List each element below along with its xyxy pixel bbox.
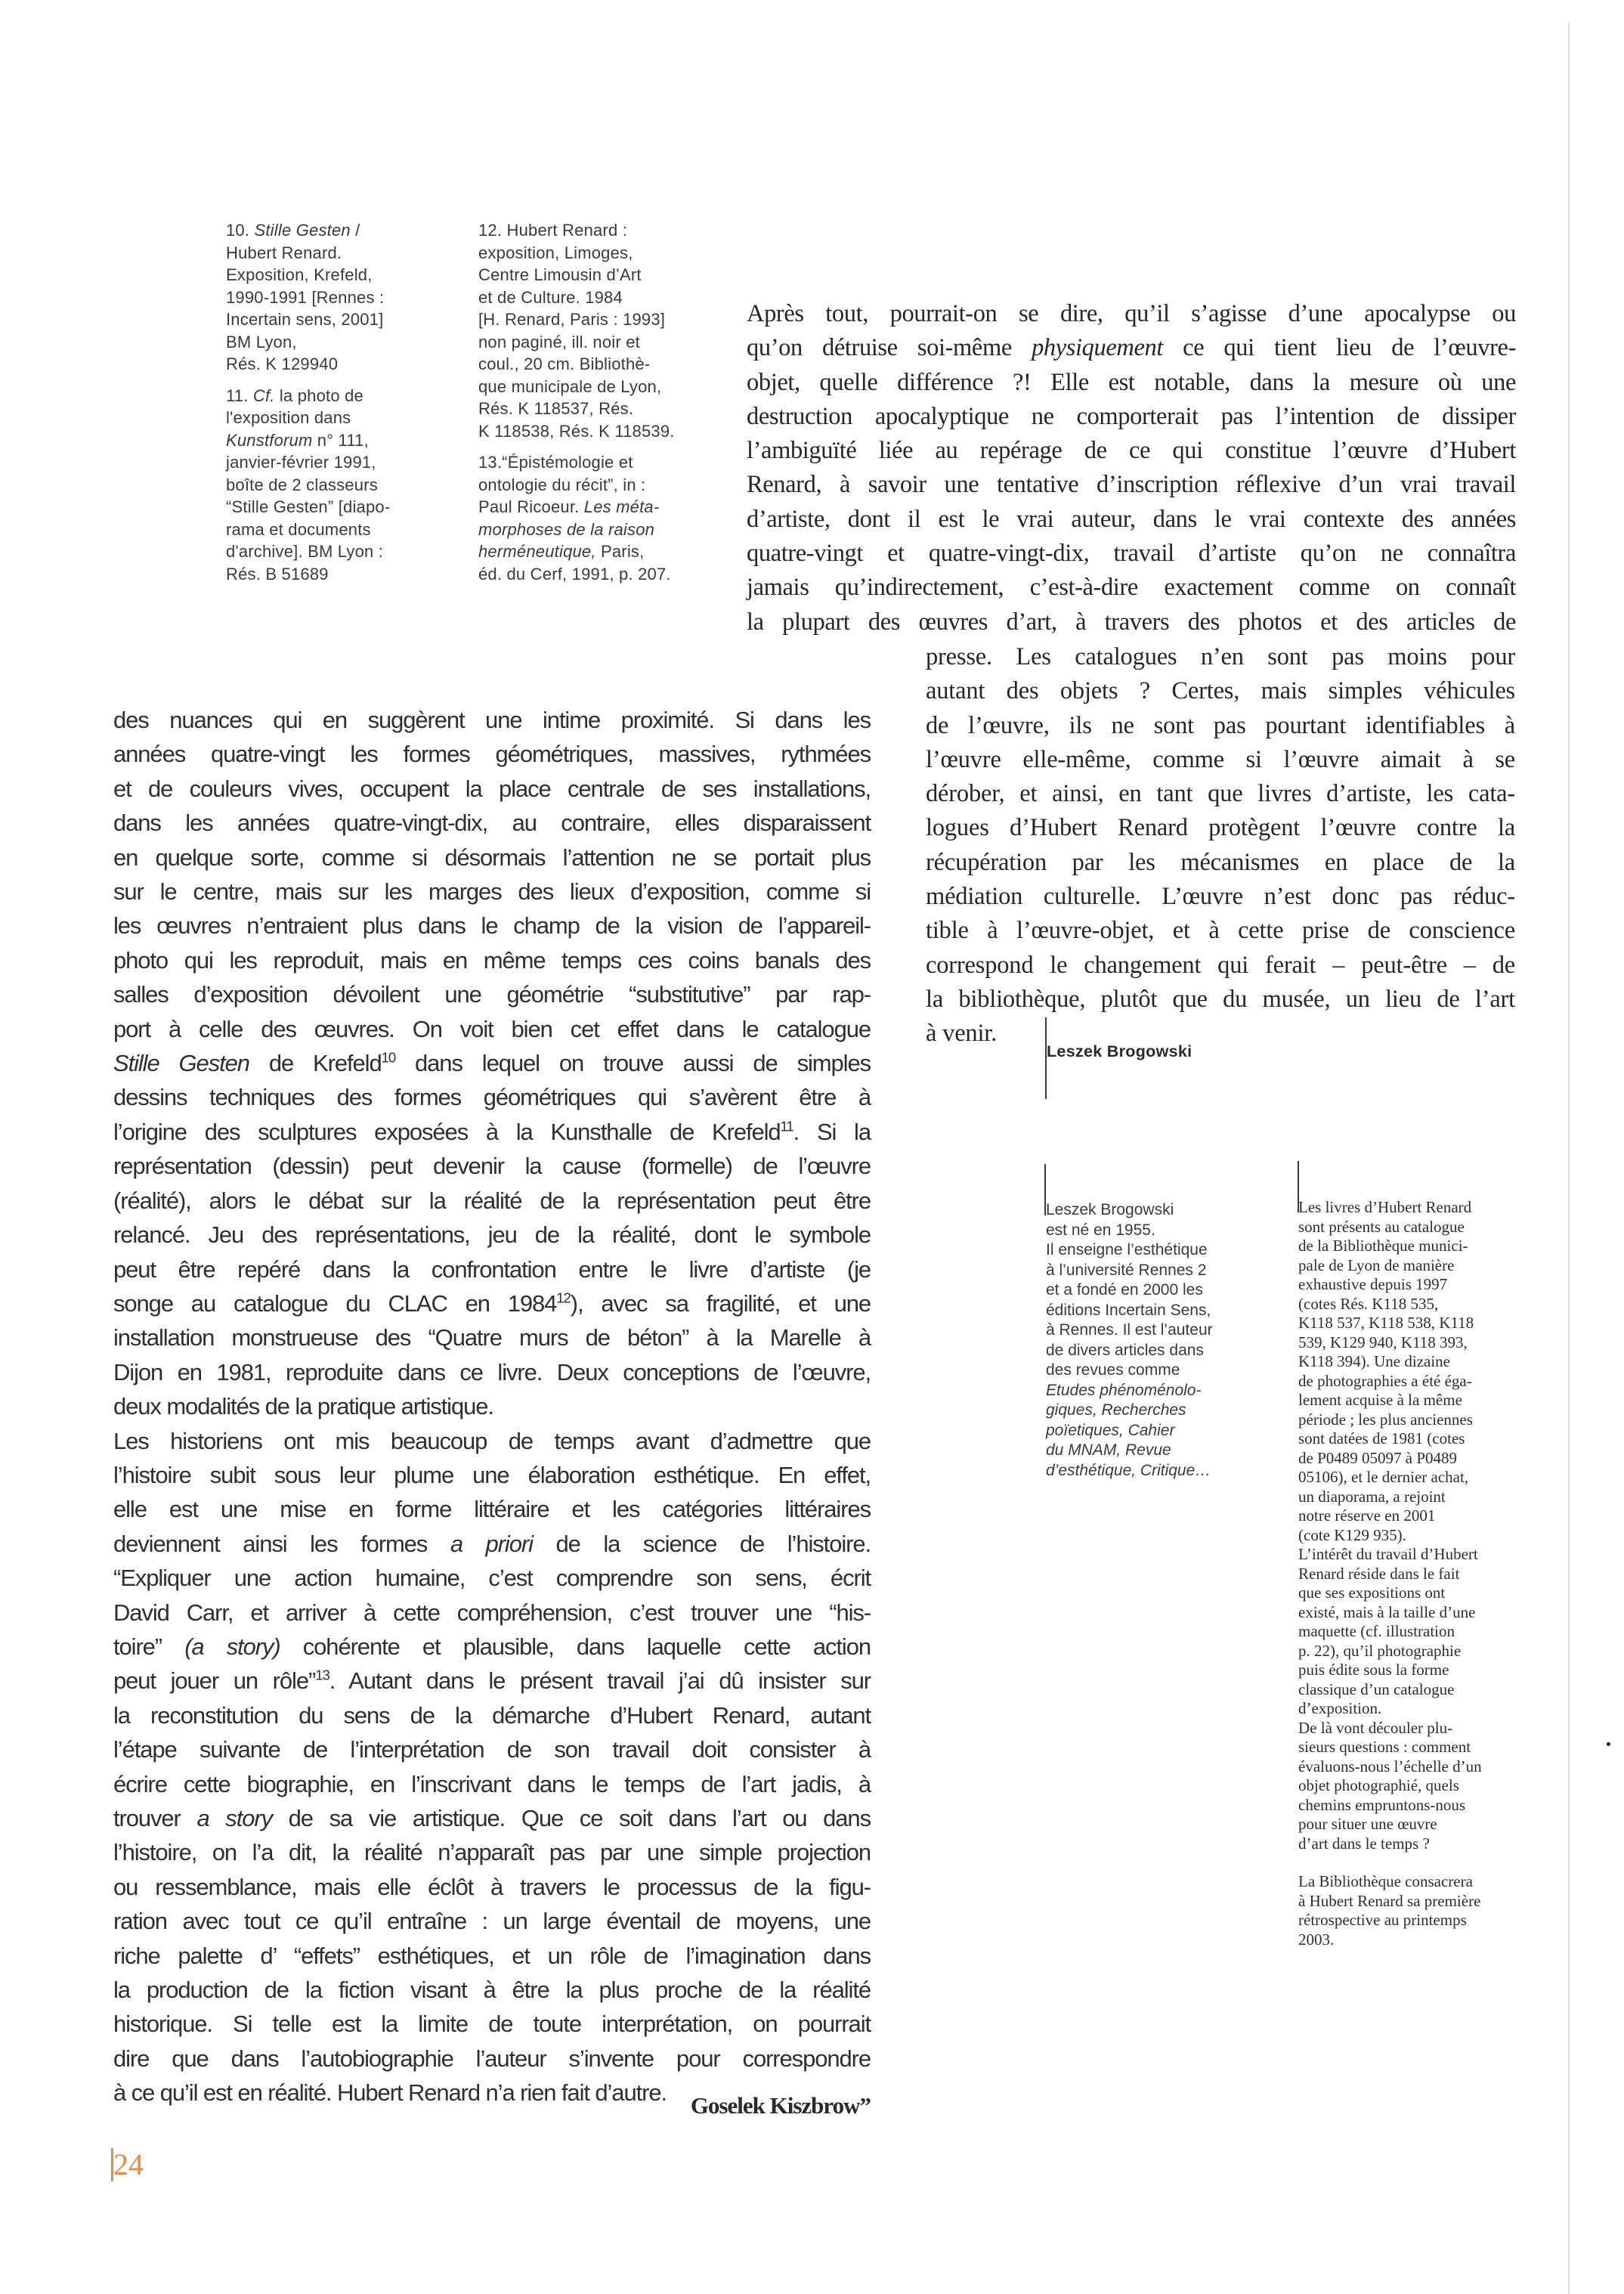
footnote-line: Hubert Renard. bbox=[226, 243, 342, 262]
serif-line: l’ambiguïté liée au repérage de ce qui constitue l’œuvre d’Hubert bbox=[747, 437, 1516, 465]
text-line: historique. Si telle est la limite de toute interprétation, on pourrait bbox=[113, 2011, 871, 2038]
footnote-line: 10. Stille Gesten / bbox=[226, 221, 360, 240]
italic-text: Cf. bbox=[252, 385, 275, 405]
library-note-line: p. 22), qu’il photographie bbox=[1298, 1641, 1462, 1660]
italic-text: (a story) bbox=[184, 1633, 280, 1660]
italic-text: du MNAM, Revue bbox=[1046, 1441, 1171, 1459]
text-line: ration avec tout ce qu’il entraîne : un large éventail de moyens, une bbox=[113, 1908, 871, 1935]
footnote-ref: 12 bbox=[556, 1289, 571, 1306]
library-note-line: sont datées de 1981 (cotes bbox=[1298, 1429, 1465, 1447]
text-line: Les historiens ont mis beaucoup de temps avant d’admettre que bbox=[113, 1427, 871, 1454]
library-note-line: 05106), et le dernier achat, bbox=[1298, 1468, 1469, 1486]
serif-paragraph-top bbox=[747, 297, 1516, 639]
text-line: deviennent ainsi les formes a priori de la science de l’histoire. bbox=[113, 1530, 871, 1557]
library-note-line: de la Bibliothèque munici- bbox=[1298, 1237, 1468, 1255]
serif-line: à venir. bbox=[926, 1020, 998, 1048]
italic-text: giques, Recherches bbox=[1046, 1401, 1186, 1419]
serif-line: dérober, et ainsi, en tant que livres d’artiste, les cata- bbox=[926, 780, 1515, 808]
footnote-line: BM Lyon, bbox=[226, 332, 297, 351]
footnote-line: que municipale de Lyon, bbox=[478, 376, 662, 396]
library-note-line: K118 394). Une dizaine bbox=[1298, 1352, 1450, 1370]
serif-line: d’artiste, dont il est le vrai auteur, dans le vrai contexte des années bbox=[747, 505, 1516, 533]
footnote-line: K 118538, Rés. K 118539. bbox=[478, 421, 675, 441]
footnote-fn12 bbox=[478, 219, 720, 442]
library-note-line: sieurs questions : comment bbox=[1298, 1738, 1471, 1756]
footnote-line: exposition, Limoges, bbox=[478, 243, 633, 262]
footnote-line: d'archive]. BM Lyon : bbox=[226, 542, 384, 561]
bio-line: des revues comme bbox=[1046, 1361, 1180, 1379]
scan-edge-line bbox=[1568, 23, 1570, 2294]
footnote-line: éd. du Cerf, 1991, p. 207. bbox=[478, 564, 671, 584]
serif-line: la plupart des œuvres d’art, à travers des photos et des articles de bbox=[747, 608, 1516, 636]
library-note-line: de P0489 05097 à P0489 bbox=[1298, 1448, 1457, 1467]
serif-line: presse. Les catalogues n’en sont pas moins pour bbox=[926, 643, 1515, 670]
italic-text: a priori bbox=[450, 1530, 533, 1557]
text-line: salles d’exposition dévoilent une géométrie “substitutive” par rap- bbox=[113, 981, 871, 1008]
serif-line: destruction apocalyptique ne comporterait pas l’intention de dissiper bbox=[747, 402, 1516, 430]
serif-line: logues d’Hubert Renard protègent l’œuvre contre la bbox=[926, 814, 1515, 842]
footnote-line: coul., 20 cm. Bibliothè- bbox=[478, 354, 651, 373]
serif-line: Après tout, pourrait-on se dire, qu’il s’agisse d’une apocalypse ou bbox=[747, 300, 1516, 327]
footnote-line: Kunstforum n° 111, bbox=[226, 430, 369, 450]
footnote-line: Centre Limousin d’Art bbox=[478, 265, 642, 284]
bio-line: à Rennes. Il est l’auteur bbox=[1046, 1321, 1213, 1339]
text-line: ou ressemblance, mais elle éclôt à travers le processus de la figu- bbox=[113, 1873, 871, 1900]
library-note-line: puis édite sous la forme bbox=[1298, 1661, 1449, 1679]
text-line: des nuances qui en suggèrent une intime proximité. Si dans les bbox=[113, 707, 871, 733]
serif-paragraph-continued bbox=[926, 640, 1515, 1051]
text-line: Stille Gesten de Krefeld$^{10}$ dans lequel on trouve aussi de simples bbox=[113, 1049, 871, 1077]
italic-text: Etudes phénoménolo- bbox=[1046, 1381, 1202, 1399]
library-note-line: chemins empruntons-nous bbox=[1298, 1795, 1466, 1814]
footnote-line: Paul Ricoeur. Les méta- bbox=[478, 497, 660, 516]
footnote-line: rama et documents bbox=[226, 519, 371, 539]
footnote-line: 1990-1991 [Rennes : bbox=[226, 287, 385, 307]
text-line: à ce qu’il est en réalité. Hubert Renard n’a rien fait d’autre. bbox=[113, 2079, 667, 2107]
serif-line: de l’œuvre, ils ne sont pas pourtant identifiables à bbox=[926, 711, 1515, 739]
library-note-line: La Bibliothèque consacrera bbox=[1298, 1872, 1473, 1890]
text-line: et de couleurs vives, occupent la place centrale de ses installations, bbox=[113, 775, 871, 802]
text-line: sur le centre, mais sur les marges des lieux d’exposition, comme si bbox=[113, 878, 871, 906]
author-bio bbox=[1046, 1200, 1273, 1481]
text-line: toire” (a story) cohérente et plausible, dans laquelle cette action bbox=[113, 1633, 871, 1660]
bio-line bbox=[1046, 1461, 1273, 1481]
paragraph-gap bbox=[1298, 1853, 1525, 1872]
main-article-text bbox=[113, 703, 871, 2110]
text-line: installation monstrueuse des “Quatre murs de béton” à la Marelle à bbox=[113, 1324, 871, 1351]
serif-line: récupération par les mécanismes en place de la bbox=[926, 848, 1515, 876]
bio-line: à l’université Rennes 2 bbox=[1046, 1261, 1207, 1279]
text-line: l’histoire, on l’a dit, la réalité n’apparaît pas par une simple projection bbox=[113, 1839, 871, 1866]
footnote-line: ontologie du récit”, in : bbox=[478, 475, 646, 494]
text-line: dans les années quatre-vingt-dix, au contraire, elles disparaissent bbox=[113, 810, 871, 837]
library-note-line: à Hubert Renard sa première bbox=[1298, 1891, 1481, 1910]
bio-line bbox=[1046, 1421, 1273, 1441]
footnote-line: et de Culture. 1984 bbox=[478, 287, 623, 307]
bio-line: de divers articles dans bbox=[1046, 1341, 1204, 1359]
text-line: (réalité), alors le débat sur la réalité de la représentation peut être bbox=[113, 1187, 871, 1214]
italic-text: physiquement bbox=[1032, 334, 1163, 362]
text-line: la production de la fiction visant à être la plus proche de la réalité bbox=[113, 1977, 871, 2004]
library-note-line: (cotes Rés. K118 535, bbox=[1298, 1294, 1439, 1313]
text-line: David Carr, et arriver à cette compréhension, c’est trouver une “his- bbox=[113, 1599, 871, 1626]
footnote-line bbox=[478, 519, 720, 541]
text-line: dire que dans l’autobiographie l’auteur s’invente pour correspondre bbox=[113, 2045, 871, 2072]
footnote-ref: 13 bbox=[315, 1667, 329, 1684]
serif-line: l’œuvre elle-même, comme si l’œuvre aimait à se bbox=[926, 745, 1515, 773]
library-note-line: d’exposition. bbox=[1298, 1699, 1382, 1717]
footnote-fn10 bbox=[226, 219, 460, 376]
library-note-line: période ; les plus anciennes bbox=[1298, 1410, 1473, 1429]
bio-line: Leszek Brogowski bbox=[1046, 1201, 1174, 1218]
italic-text: Stille Gesten bbox=[254, 221, 351, 240]
text-line: “Expliquer une action humaine, c’est comprendre son sens, écrit bbox=[113, 1565, 871, 1592]
serif-line: correspond le changement qui ferait – peut-être – de bbox=[926, 951, 1515, 979]
library-note-line: de photographies a été éga- bbox=[1298, 1371, 1472, 1390]
italic-text: morphoses de la raison bbox=[478, 519, 655, 539]
footnote-ref: 10 bbox=[381, 1049, 396, 1066]
serif-line: quatre-vingt et quatre-vingt-dix, travail d’artiste qu’on ne connaîtra bbox=[747, 540, 1516, 568]
text-line: en quelque sorte, comme si désormais l’attention ne se portait plus bbox=[113, 844, 871, 871]
text-line: peut jouer un rôle”$^{13}$. Autant dans le présent travail j’ai dû insister sur bbox=[113, 1667, 871, 1695]
library-note-line: 2003. bbox=[1298, 1930, 1335, 1949]
library-note-line: existé, mais à la taille d’une bbox=[1298, 1602, 1476, 1621]
footnote-line: herméneutique, Paris, bbox=[478, 542, 645, 561]
text-line: relancé. Jeu des représentations, jeu de la réalité, dont le symbole bbox=[113, 1221, 871, 1249]
footnote-line: Exposition, Krefeld, bbox=[226, 265, 373, 284]
library-note-line: notre réserve en 2001 bbox=[1298, 1506, 1436, 1525]
text-line: l’histoire subit sous leur plume une élaboration esthétique. En effet, bbox=[113, 1461, 871, 1488]
serif-line: objet, quelle différence ?! Elle est notable, dans la mesure où une bbox=[747, 368, 1516, 396]
serif-line: qu’on détruise soi-même physiquement ce qui tient lieu de l’œuvre- bbox=[747, 334, 1516, 362]
text-line: peut être repéré dans la confrontation entre le livre d’artiste (je bbox=[113, 1255, 871, 1283]
footnote-line: 11. Cf. la photo de bbox=[226, 385, 363, 405]
serif-line: autant des objets ? Certes, mais simples véhicules bbox=[926, 677, 1515, 705]
text-line: années quatre-vingt les formes géométriques, massives, rythmées bbox=[113, 741, 871, 768]
text-line: les œuvres n’entraient plus dans le champ de la vision de l’appareil- bbox=[113, 912, 871, 940]
italic-text: herméneutique, bbox=[478, 542, 596, 561]
footnote-ref: 11 bbox=[780, 1118, 793, 1135]
text-line: la reconstitution du sens de la démarche d’Hubert Renard, autant bbox=[113, 1701, 871, 1729]
italic-text: d’esthétique, Critique… bbox=[1046, 1461, 1211, 1479]
serif-line: jamais qu’indirectement, c’est-à-dire exactement comme on connaît bbox=[747, 574, 1516, 602]
italic-text: poïetiques, Cahier bbox=[1046, 1421, 1175, 1439]
italic-text: a story bbox=[196, 1805, 272, 1831]
footnote-line: 13.“Épistémologie et bbox=[478, 453, 633, 472]
library-note-line: 539, K129 940, K118 393, bbox=[1298, 1333, 1468, 1351]
library-note-line: lement acquise à la même bbox=[1298, 1391, 1462, 1409]
library-note-line: exhaustive depuis 1997 bbox=[1298, 1275, 1448, 1293]
bio-line: Il enseigne l’esthétique bbox=[1046, 1241, 1208, 1258]
library-note-line: maquette (cf. illustration bbox=[1298, 1622, 1455, 1640]
quote-signature: Goselek Kiszbrow” bbox=[690, 2092, 871, 2119]
text-line: trouver a story de sa vie artistique. Que ce soit dans l’art ou dans bbox=[113, 1805, 871, 1831]
text-line: l’origine des sculptures exposées à la Kunsthalle de Krefeld$^{11}$. Si la bbox=[113, 1118, 871, 1145]
italic-text: Les méta- bbox=[583, 497, 660, 516]
library-note-line: rétrospective au printemps bbox=[1298, 1911, 1467, 1929]
library-note-line: L’intérêt du travail d’Hubert bbox=[1298, 1545, 1478, 1563]
bio-line bbox=[1046, 1381, 1273, 1401]
library-note-line: pale de Lyon de manière bbox=[1298, 1255, 1455, 1274]
text-line: écrire cette biographie, en l’inscrivant dans le temps de l’art jadis, à bbox=[113, 1770, 871, 1797]
footnotes-column-2 bbox=[478, 219, 720, 594]
library-note-line: De là vont découler plu- bbox=[1298, 1718, 1453, 1737]
footnote-line: Rés. K 129940 bbox=[226, 354, 339, 373]
italic-text: Stille Gesten bbox=[113, 1050, 249, 1077]
serif-line: tible à l’œuvre-objet, et à cette prise de conscience bbox=[926, 917, 1515, 945]
footnote-line: l'exposition dans bbox=[226, 408, 351, 427]
page-number: 24 bbox=[113, 2147, 144, 2181]
library-note-line: Les livres d’Hubert Renard bbox=[1298, 1198, 1472, 1216]
text-line: dessins techniques des formes géométriques qui s’avèrent être à bbox=[113, 1084, 871, 1111]
bio-line: éditions Incertain Sens, bbox=[1046, 1301, 1211, 1319]
text-line: deux modalités de la pratique artistique. bbox=[113, 1393, 493, 1420]
library-note-line: K118 537, K118 538, K118 bbox=[1298, 1314, 1474, 1332]
serif-line: la bibliothèque, plutôt que du musée, un lieu de l’art bbox=[926, 985, 1515, 1013]
text-line: photo qui les reproduit, mais en même temps ces coins banals des bbox=[113, 946, 871, 974]
footnote-line: janvier-février 1991, bbox=[226, 453, 376, 472]
text-line: port à celle des œuvres. On voit bien cet effet dans le catalogue bbox=[113, 1015, 871, 1042]
text-line: riche palette d’ “effets” esthétiques, et un rôle de l’imagination dans bbox=[113, 1942, 871, 1969]
bio-line: et a fondé en 2000 les bbox=[1046, 1281, 1203, 1299]
footnote-fn13 bbox=[478, 451, 720, 585]
library-note-line: objet photographié, quels bbox=[1298, 1776, 1459, 1794]
footnote-line: non paginé, ill. noir et bbox=[478, 332, 640, 351]
library-note-line: évaluons-nous l’échelle d’un bbox=[1298, 1757, 1482, 1775]
footnote-line: Rés. K 118537, Rés. bbox=[478, 399, 634, 418]
library-note-line: (cote K129 935). bbox=[1298, 1525, 1406, 1544]
footnote-line: [H. Renard, Paris : 1993] bbox=[478, 310, 666, 329]
library-note-line: que ses expositions ont bbox=[1298, 1584, 1446, 1602]
bio-line bbox=[1046, 1441, 1273, 1461]
footnote-line: boîte de 2 classeurs bbox=[226, 475, 378, 494]
library-note-line: pour situer une œuvre bbox=[1298, 1815, 1437, 1833]
footnotes-column-1 bbox=[226, 219, 460, 594]
library-note-line: sont présents au catalogue bbox=[1298, 1217, 1465, 1236]
library-note-line: Renard réside dans le fait bbox=[1298, 1564, 1460, 1583]
serif-line: Renard, à savoir une tentative d’inscription réflexive d’un vrai travail bbox=[747, 471, 1516, 499]
footnote-line: “Stille Gesten” [diapo- bbox=[226, 497, 391, 516]
bio-line bbox=[1046, 1401, 1273, 1421]
library-note-line: d’art dans le temps ? bbox=[1298, 1834, 1430, 1853]
text-line: représentation (dessin) peut devenir la cause (formelle) de l’œuvre bbox=[113, 1153, 871, 1180]
footnote-line: Rés. B 51689 bbox=[226, 564, 329, 584]
text-line: Dijon en 1981, reproduite dans ce livre. Deux conceptions de l’œuvre, bbox=[113, 1358, 871, 1385]
text-line: songe au catalogue du CLAC en 1984$^{12}$), avec sa fragilité, et une bbox=[113, 1289, 871, 1317]
library-note bbox=[1298, 1198, 1525, 1949]
library-note-line: un diaporama, a rejoint bbox=[1298, 1487, 1446, 1506]
footnote-fn11 bbox=[226, 385, 460, 586]
text-line: elle est une mise en forme littéraire et les catégories littéraires bbox=[113, 1496, 871, 1523]
footnote-line: 12. Hubert Renard : bbox=[478, 221, 628, 240]
serif-line: médiation culturelle. L’œuvre n’est donc pas réduc- bbox=[926, 883, 1515, 911]
footnote-line: Incertain sens, 2001] bbox=[226, 310, 384, 329]
scan-speck bbox=[1607, 1742, 1610, 1746]
text-line: l’étape suivante de l’interprétation de son travail doit consister à bbox=[113, 1736, 871, 1763]
bio-line: est né en 1955. bbox=[1046, 1221, 1155, 1239]
library-note-line: classique d’un catalogue bbox=[1298, 1679, 1455, 1698]
italic-text: Kunstforum bbox=[226, 430, 313, 450]
author-signature: Leszek Brogowski bbox=[1047, 1042, 1192, 1060]
